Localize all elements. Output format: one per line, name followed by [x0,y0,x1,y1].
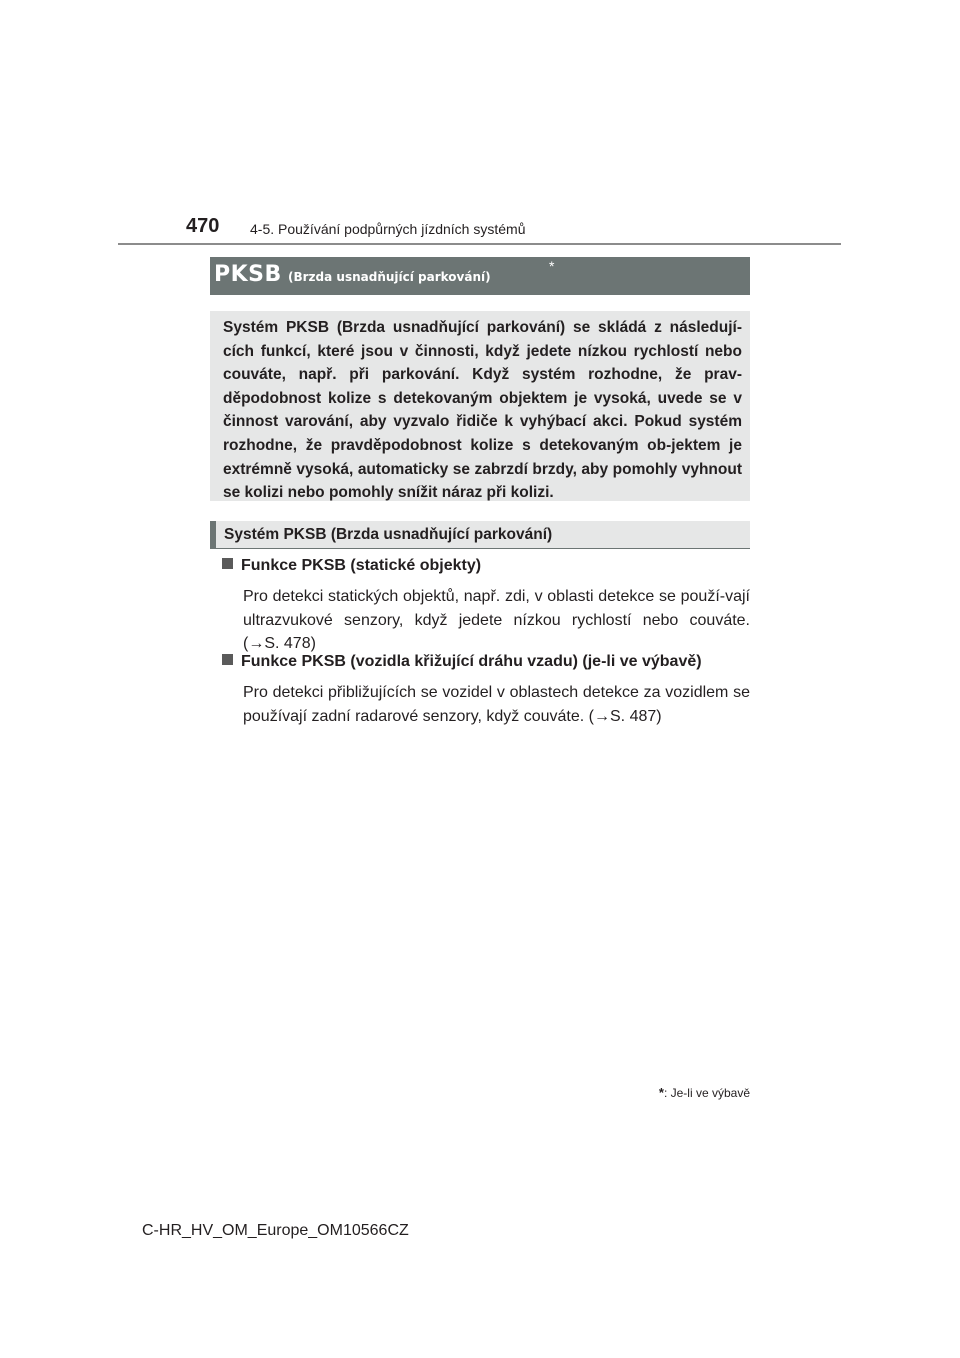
item-body [243,585,750,656]
intro-box [210,311,750,501]
section-title: 4-5. Používání podpůrných jízdních systémů [250,221,526,237]
square-bullet-icon [222,558,233,569]
list-item-rear-cross-traffic [222,651,750,728]
subheading [210,521,750,549]
title-subtitle: (Brzda usnadňující parkování) [288,270,491,284]
subheading-label: Systém PKSB (Brzda usnadňující parkování) [224,526,553,543]
title-main: PKSB [214,262,282,287]
title-footnote-marker: * [549,258,555,274]
header-divider [118,243,841,245]
footnote [659,1086,750,1100]
item-heading-label: Funkce PKSB (statické objekty) [241,557,482,574]
footnote-text: : Je-li ve výbavě [663,1086,750,1100]
document-code: C-HR_HV_OM_Europe_OM10566CZ [142,1222,409,1239]
item-heading [222,651,750,673]
page-reference-link[interactable]: (→S. 478) [243,635,316,652]
item-heading [222,555,750,577]
item-body [243,681,750,728]
item-body-text: Pro detekci přibližujících se vozidel v oblastech detekce za vozidlem se používají zadní radarové senzory, když couváte. [243,684,750,725]
page-number: 470 [186,215,220,237]
square-bullet-icon [222,654,233,665]
item-body-text: Pro detekci statických objektů, např. zdi, v oblasti detekce se použí-vají ultrazvukové senzory, když jedete nízkou rychlostí nebo couváte. [243,588,750,629]
list-item-static-objects [222,555,750,656]
item-heading-label: Funkce PKSB (vozidla křižující dráhu vzadu) (je-li ve výbavě) [241,653,702,670]
title-bar [210,257,750,295]
intro-text: Systém PKSB (Brzda usnadňující parkování) se skládá z následují-cích funkcí, které jsou v činnosti, když jedete nízkou rychlostí nebo couváte, např. při parkování. Když systém rozhodne, že prav-děpodobnost kolize s detekovaným objektem je vysoká, uvede se v činnost varování, aby vyzvalo řidiče k vyhýbací akci. Pokud systém rozhodne, že pravděpodobnost kolize s detekovaným ob-jektem je extrémně vysoká, automaticky se zabrzdí brzdy, aby pomohly vyhnout se kolizi nebo pomohly snížit náraz při kolizi. [223,319,742,502]
page-reference-link[interactable]: (→S. 487) [588,707,662,725]
footnote-marker: * [658,1085,664,1100]
